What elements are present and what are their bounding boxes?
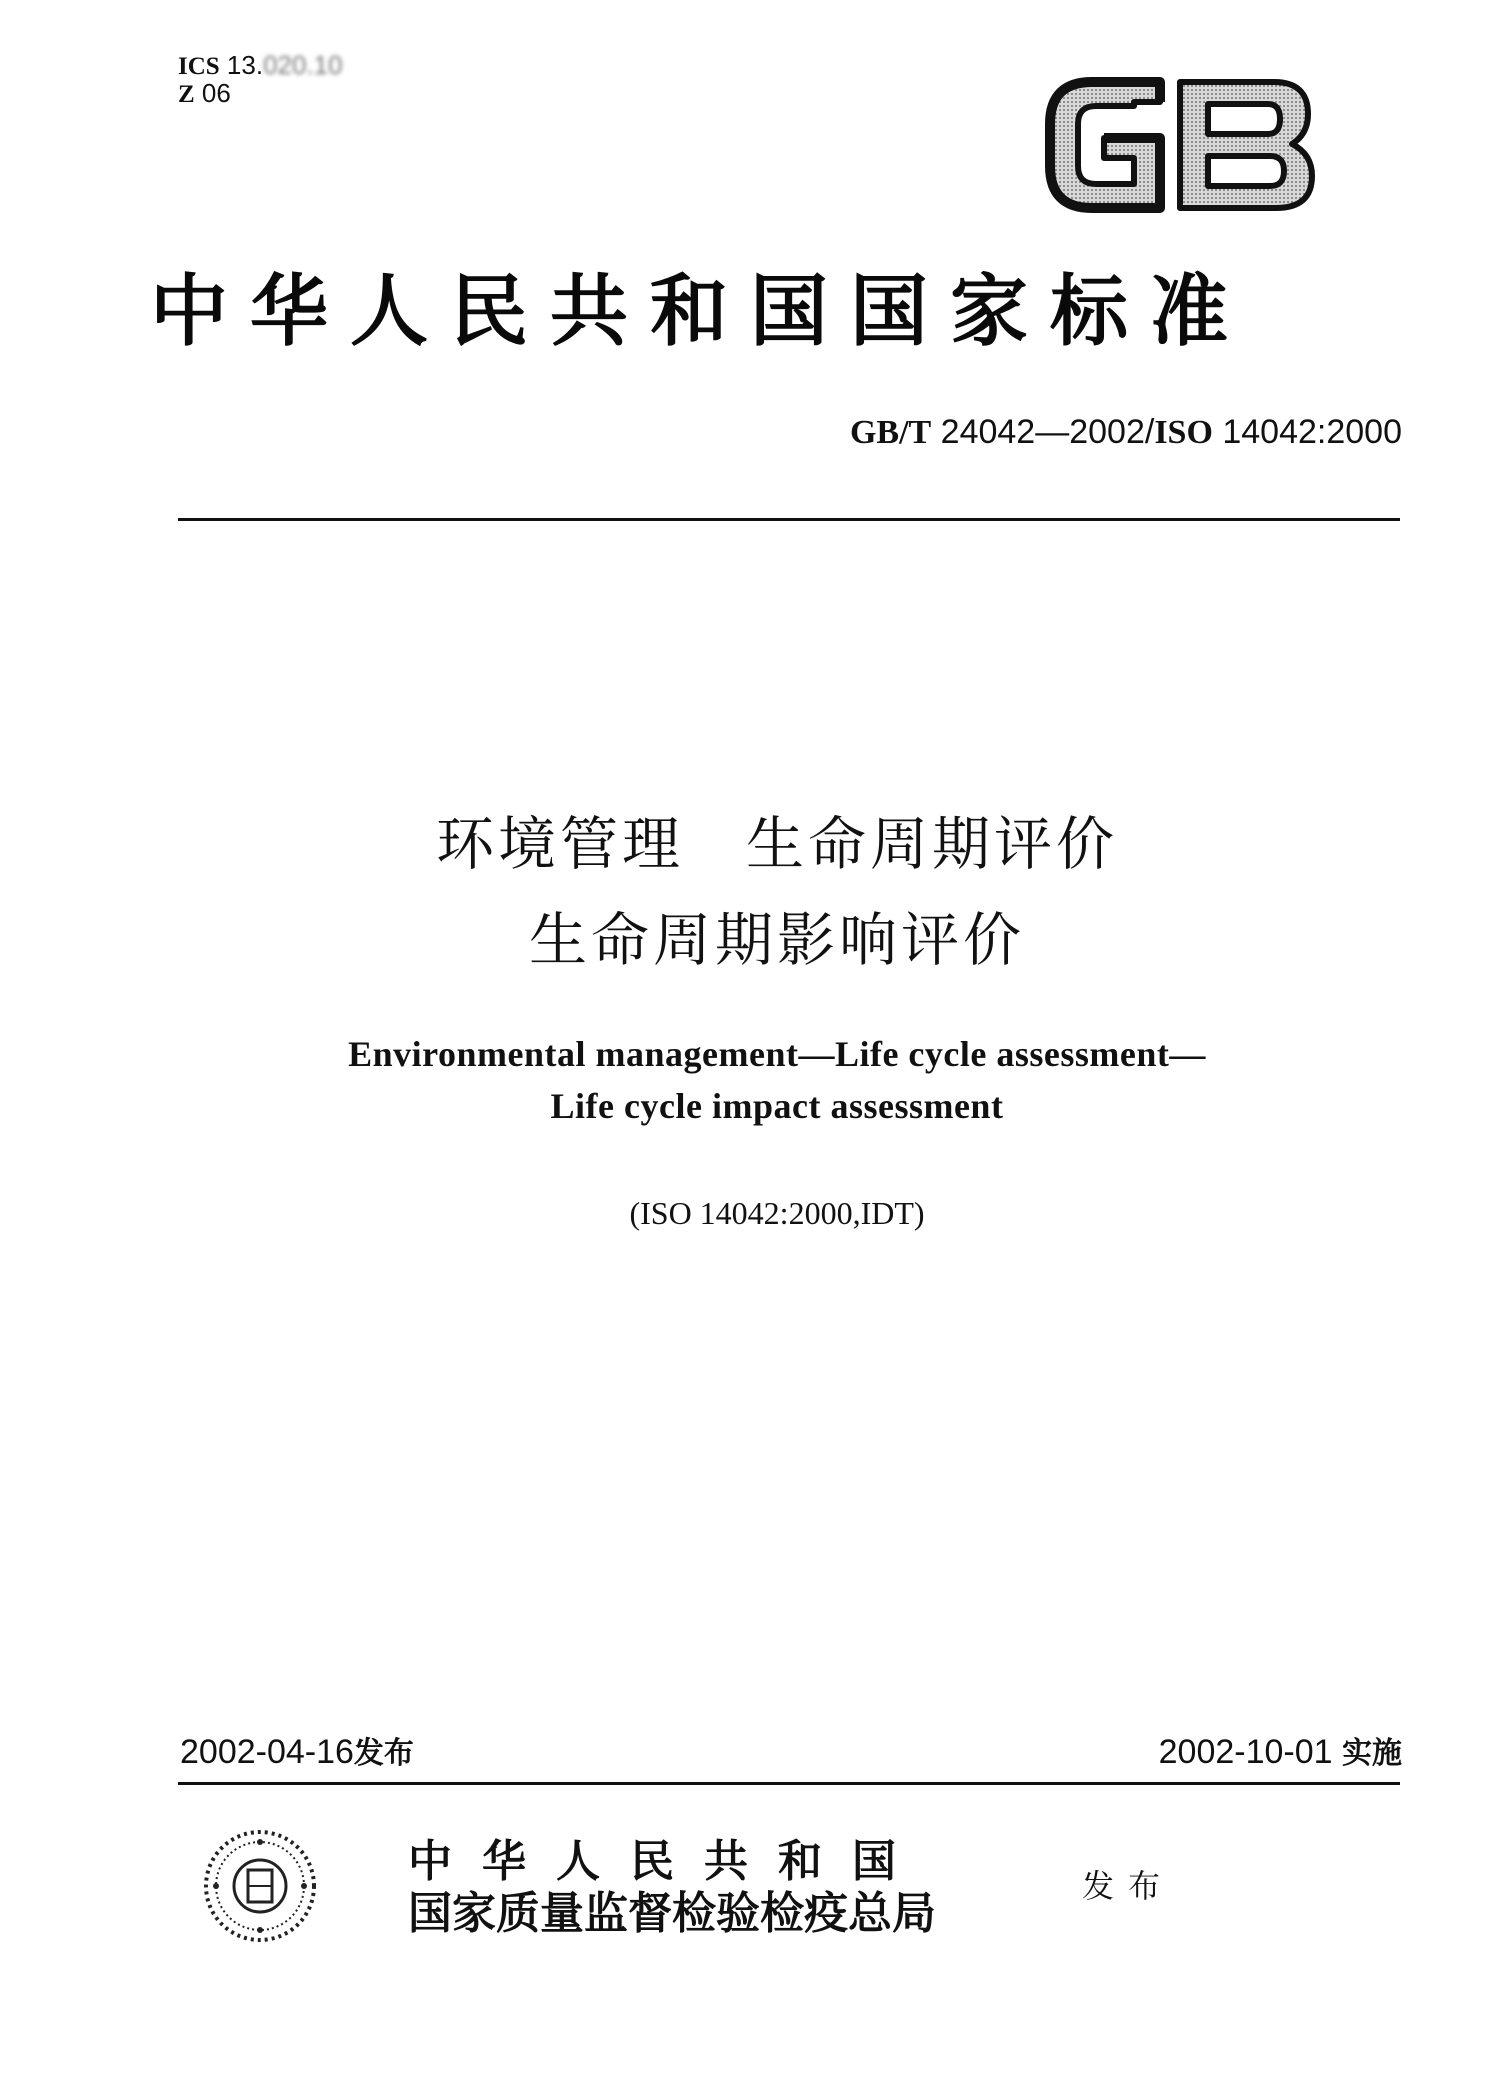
implementation-date-value: 2002-10-01 bbox=[1158, 1733, 1333, 1771]
standard-number-iso: 14042:2000 bbox=[1222, 413, 1402, 451]
publish-label: 发布 bbox=[1082, 1867, 1175, 1905]
ics-code-blurred: 020.10 bbox=[263, 50, 343, 80]
standard-number bbox=[850, 410, 1402, 455]
cn-title-line-2: 生命周期影响评价 bbox=[528, 906, 1025, 974]
issue-date-suffix: 发布 bbox=[353, 1736, 414, 1771]
z-classification bbox=[178, 78, 231, 110]
issuer-name-line-1: 中华人民共和国 bbox=[408, 1836, 926, 1887]
issue-date-value: 2002-04-16 bbox=[180, 1733, 354, 1771]
official-seal-icon bbox=[200, 1826, 320, 1946]
issuer-name-line-2: 国家质量监督检验检疫总局 bbox=[408, 1888, 936, 1939]
standard-number-iso-prefix: ISO bbox=[1154, 414, 1213, 451]
implementation-date bbox=[1159, 1730, 1402, 1776]
footer-divider bbox=[178, 1782, 1400, 1785]
ics-code: 13. bbox=[226, 50, 264, 80]
standard-number-main: 24042—2002/ bbox=[940, 413, 1155, 451]
gb-logo-icon bbox=[1042, 72, 1320, 218]
standard-type-title: 中华人民共和国国家标准 bbox=[150, 266, 1251, 357]
ics-label: ICS bbox=[178, 53, 220, 80]
cn-title-line-1: 环境管理 生命周期评价 bbox=[435, 810, 1118, 878]
header-divider bbox=[178, 518, 1400, 521]
issue-date bbox=[180, 1730, 414, 1776]
adoption-reference: (ISO 14042:2000,IDT) bbox=[629, 1195, 925, 1231]
z-code: 06 bbox=[201, 78, 231, 108]
z-label: Z bbox=[178, 81, 195, 108]
implementation-date-suffix: 实施 bbox=[1342, 1736, 1402, 1771]
en-title-line-1: Environmental management—Life cycle assessment— bbox=[348, 1034, 1206, 1074]
en-title-line-2: Life cycle impact assessment bbox=[550, 1086, 1004, 1126]
standard-number-prefix: GB/T bbox=[849, 414, 932, 451]
